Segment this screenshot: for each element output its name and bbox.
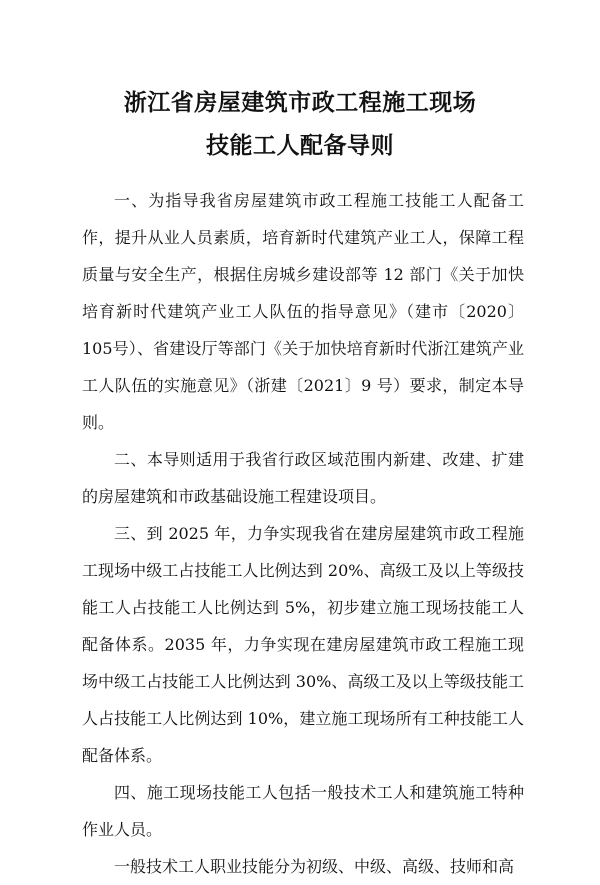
- paragraph-4: 四、施工现场技能工人包括一般技术工人和建筑施工特种作业人员。: [82, 783, 524, 839]
- document-body: [82, 182, 524, 885]
- document-title-line-2: 技能工人配备导则: [206, 133, 394, 159]
- paragraph-2: 二、本导则适用于我省行政区域范围内新建、改建、扩建的房屋建筑和市政基础设施工程建设项目。: [82, 450, 524, 506]
- paragraph-5: 一般技术工人职业技能分为初级、中级、高级、技师和高: [114, 857, 515, 876]
- paragraph-1: 一、为指导我省房屋建筑市政工程施工技能工人配备工作，提升从业人员素质，培育新时代建筑产业工人，保障工程质量与安全生产，根据住房城乡建设部等 12 部门《关于加快培育新时代建筑产业工人队伍的指导意见》（建市〔2020〕105号）、省建设厅等部门《关于加快培育新时代浙江建筑产业工人队伍的实施意见》（浙建〔2021〕9 号）要求，制定本导则。: [82, 191, 524, 432]
- paragraph-3: 三、到 2025 年，力争实现我省在建房屋建筑市政工程施工现场中级工占技能工人比例达到 20%、高级工及以上等级技能工人占技能工人比例达到 5%，初步建立施工现场技能工人配备体系。2035 年，力争实现在建房屋建筑市政工程施工现场中级工占技能工人比例达到 30%、高级工及以上等级技能工人占技能工人比例达到 10%，建立施工现场所有工种技能工人配备体系。: [82, 524, 524, 765]
- document-title-line-1: 浙江省房屋建筑市政工程施工现场: [123, 90, 477, 116]
